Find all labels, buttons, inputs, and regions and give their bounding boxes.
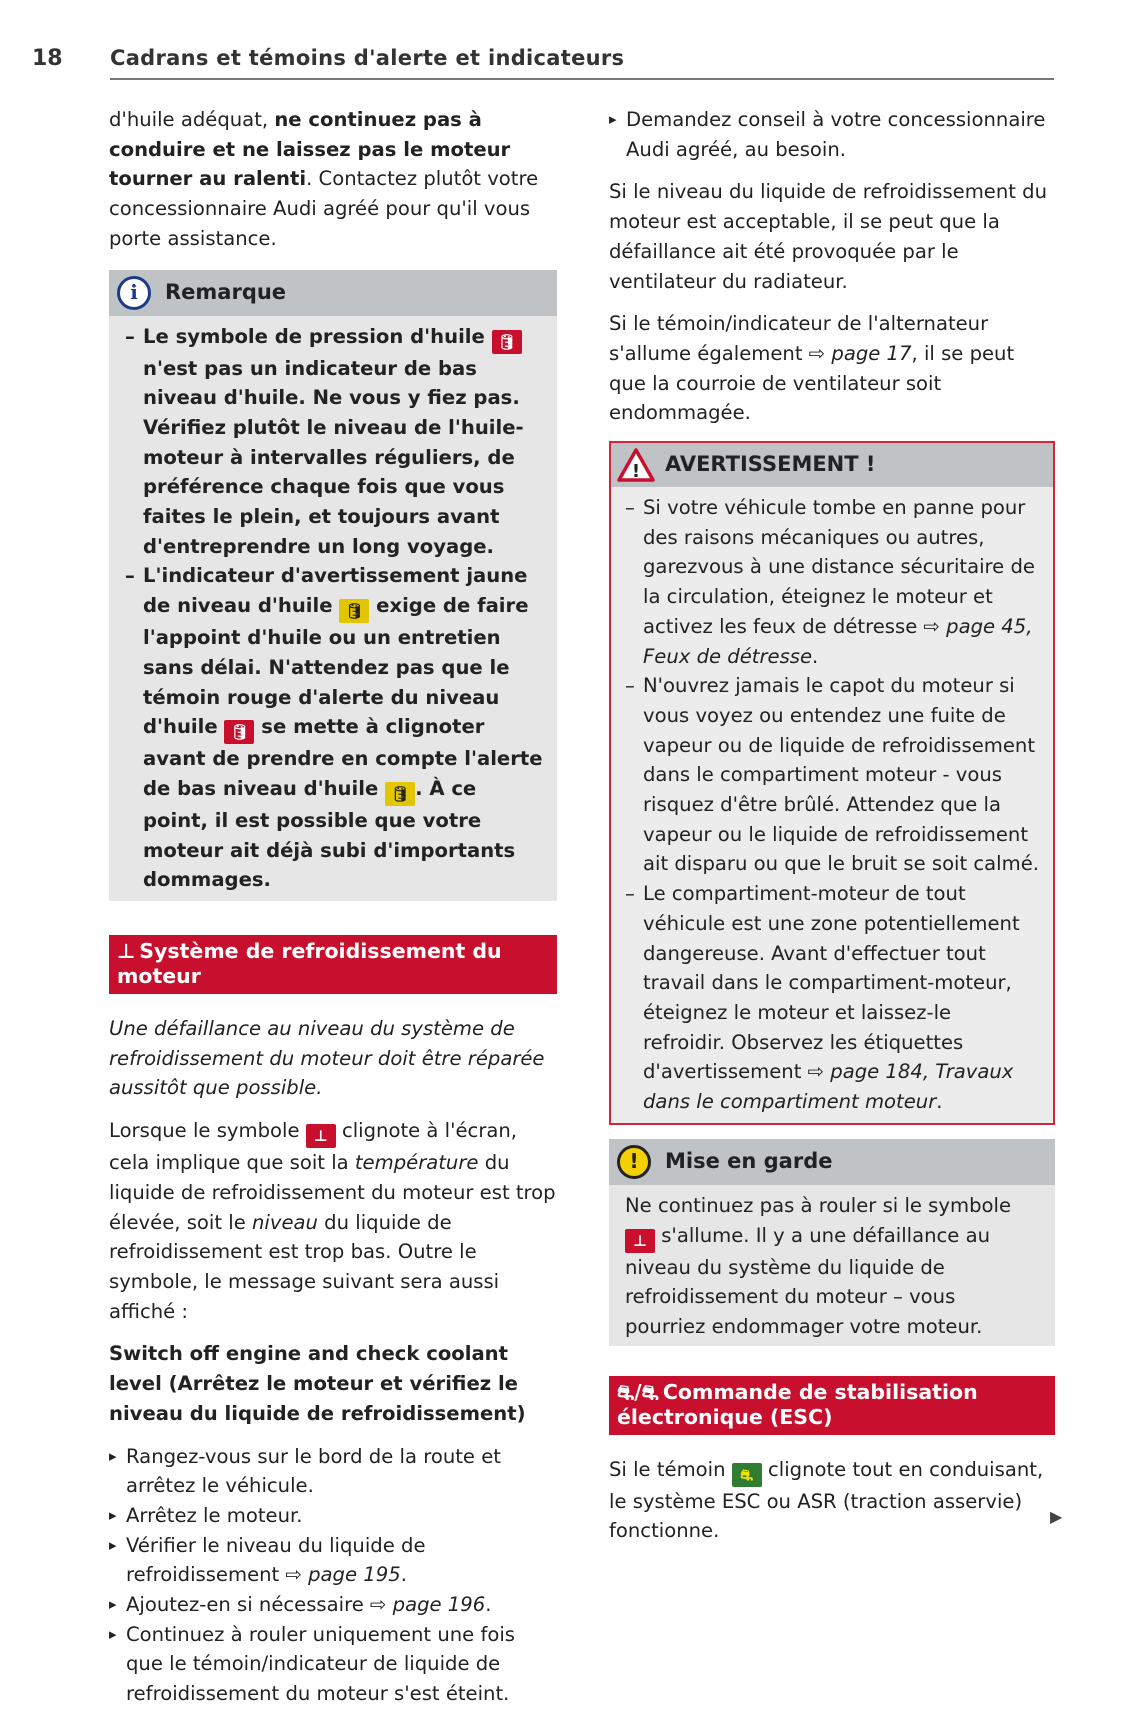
- coolant-warning-icon: ⊥: [625, 1229, 655, 1253]
- intro-paragraph: [109, 105, 557, 254]
- page-link-45[interactable]: ⇨ page 45, Feux de détresse: [643, 614, 1033, 668]
- text: .: [936, 1090, 943, 1114]
- italic-text: température: [354, 1151, 479, 1175]
- text: Si votre véhicule tombe en panne pour des raisons mécaniques ou autres, garezvous à une distance sécuritaire de la circulation, éteignez le moteur et activez les feux de détresse: [643, 496, 1035, 638]
- coolant-warning-icon: ⊥: [306, 1124, 336, 1148]
- oil-level-yellow-icon: 🛢: [339, 599, 369, 623]
- text: .: [812, 644, 819, 668]
- left-column: [109, 105, 557, 1709]
- text: s'allume. Il y a une défaillance au niveau du système du liquide de refroidissement du moteur – vous pourriez endommager votre moteur.: [625, 1223, 990, 1338]
- warning-header: [611, 443, 1053, 487]
- caution-body: [609, 1185, 1055, 1346]
- warning-item: [625, 879, 1039, 1117]
- text: .: [485, 1593, 492, 1617]
- caution-title: Mise en garde: [665, 1148, 833, 1173]
- esc-indicator-icon: ⛐: [732, 1463, 762, 1487]
- note-title: Remarque: [165, 279, 287, 304]
- warning-item: [625, 493, 1039, 671]
- text: du liquide de refroidissement est trop bas. Outre le symbole, le message suivant sera aussi affiché :: [109, 1210, 500, 1323]
- page-link-196[interactable]: ⇨ page 196: [370, 1593, 486, 1617]
- esc-paragraph: [609, 1455, 1055, 1546]
- text: se mette à clignoter avant de prendre en compte l'alerte de bas niveau d'huile: [143, 715, 543, 800]
- page-link-17[interactable]: ⇨ page 17: [808, 341, 912, 365]
- text: Vérifier le niveau du liquide de refroidissement: [126, 1533, 426, 1587]
- oil-level-red-icon: 🛢: [224, 720, 254, 744]
- text: Ajoutez-en si nécessaire: [126, 1593, 371, 1617]
- caution-header: [609, 1139, 1055, 1185]
- page-link-195[interactable]: ⇨ page 195: [285, 1563, 401, 1587]
- text: du liquide de refroidissement du moteur est trop élevée, soit le: [109, 1151, 556, 1234]
- bold-text: ne continuez pas à conduire et ne laissez pas le moteur tourner au ralenti: [109, 108, 511, 191]
- cooling-intro: Une défaillance au niveau du système de refroidissement du moteur doit être réparée aussitôt que possible.: [109, 1017, 545, 1100]
- text: clignote à l'écran, cela implique que soit la: [109, 1119, 518, 1175]
- info-icon: i: [117, 276, 151, 310]
- step-item: [109, 1590, 557, 1620]
- warning-triangle-glyph: !: [631, 461, 641, 483]
- next-page-icon[interactable]: ▶: [1050, 1507, 1063, 1526]
- note-body: [109, 316, 557, 902]
- page-header: [32, 46, 1054, 80]
- warning-triangle-icon: [617, 448, 655, 482]
- text: Si le témoin: [609, 1457, 732, 1481]
- warning-box: [609, 441, 1055, 1125]
- heading-text: Commande de stabilisation électronique (ESC): [617, 1379, 978, 1429]
- text: Le symbole de pression d'huile: [143, 324, 492, 348]
- oil-pressure-icon: 🛢: [492, 330, 522, 354]
- coolant-icon: ⊥: [117, 939, 136, 964]
- page-link-184[interactable]: ⇨ page 184, Travaux dans le compartiment moteur: [643, 1060, 1014, 1114]
- text: clignote tout en conduisant, le système ESC ou ASR (traction asservie) fonctionne.: [609, 1457, 1044, 1543]
- text: Le compartiment-moteur de tout véhicule est une zone potentiellement dangereuse. Avant d'effectuer tout travail dans le compartiment-moteur, éteignez le moteur et laissez-le refroidir. Observez les étiquettes d'avertissement: [643, 882, 1020, 1084]
- cooling-paragraph: [109, 1116, 557, 1326]
- step-item: ▸ Continuez à rouler uniquement une fois que le témoin/indicateur de liquide de refroidissement du moteur s'est éteint.: [109, 1620, 557, 1709]
- right-column: [609, 105, 1055, 1559]
- note-item-oil-level: [125, 561, 545, 895]
- text: Si le témoin/indicateur de l'alternateur s'allume également: [609, 312, 989, 365]
- oil-level-low-icon: 🛢: [385, 782, 415, 806]
- note-box: [109, 270, 557, 902]
- header-divider: [110, 78, 1054, 80]
- text: exige de faire l'appoint d'huile ou un entretien sans délai. N'attendez pas que le témoin rouge d'alerte du niveau d'huile: [143, 594, 529, 739]
- page-number: 18: [32, 46, 63, 71]
- text: Ne continuez pas à rouler si le symbole: [625, 1193, 1012, 1217]
- text: n'est pas un indicateur de bas niveau d'huile. Ne vous y fiez pas. Vérifiez plutôt le niveau de l'huile-moteur à intervalles réguliers, de préférence chaque fois que vous faites le plein, et toujours avant d'entreprendre un long voyage.: [143, 356, 524, 558]
- heading-text: Système de refroidissement du moteur: [117, 939, 502, 989]
- warning-item: – N'ouvrez jamais le capot du moteur si vous voyez ou entendez une fuite de vapeur ou de liquide de refroidissement dans le compartiment moteur - vous risquez d'être brûlé. Attendez que la vapeur ou le liquide de refroidissement ait disparu ou que le bruit se soit calmé.: [625, 671, 1039, 879]
- warning-body: [611, 487, 1053, 1123]
- caution-icon: !: [617, 1145, 651, 1179]
- step-item: [109, 1531, 557, 1590]
- alternator-paragraph: [609, 309, 1055, 428]
- text: , il se peut que la courroie de ventilateur soit endommagée.: [609, 341, 1015, 425]
- text: Lorsque le symbole: [109, 1119, 306, 1143]
- text: d'huile adéquat,: [109, 108, 275, 131]
- step-item: ▸ Rangez-vous sur le bord de la route et arrêtez le véhicule.: [109, 1442, 557, 1501]
- display-message: Switch off engine and check coolant level (Arrêtez le moteur et vérifiez le niveau du liquide de refroidissement): [109, 1342, 526, 1425]
- note-header: [109, 270, 557, 316]
- note-item-oil-pressure: [125, 322, 545, 562]
- esc-section-heading: [609, 1376, 1055, 1435]
- warning-title: AVERTISSEMENT !: [665, 452, 876, 477]
- cooling-section-heading: [109, 935, 557, 994]
- caution-box: [609, 1139, 1055, 1346]
- text: . À ce point, il est possible que votre moteur ait déjà subi d'importants dommages.: [143, 776, 516, 892]
- fan-paragraph: Si le niveau du liquide de refroidissement du moteur est acceptable, il se peut que la défaillance ait été provoquée par le ventilateur du radiateur.: [609, 180, 1048, 293]
- italic-text: niveau: [252, 1210, 318, 1234]
- text: .: [400, 1563, 407, 1587]
- esc-icon: ⛐/⛐: [617, 1379, 659, 1404]
- chapter-title: Cadrans et témoins d'alerte et indicateurs: [110, 46, 625, 70]
- step-item: ▸ Arrêtez le moteur.: [109, 1501, 557, 1531]
- step-item: ▸ Demandez conseil à votre concessionnaire Audi agréé, au besoin.: [609, 105, 1055, 164]
- text: L'indicateur d'avertissement jaune de niveau d'huile: [143, 564, 528, 618]
- text: . Contactez plutôt votre concessionnaire Audi agréé pour qu'il vous porte assistance.: [109, 167, 539, 250]
